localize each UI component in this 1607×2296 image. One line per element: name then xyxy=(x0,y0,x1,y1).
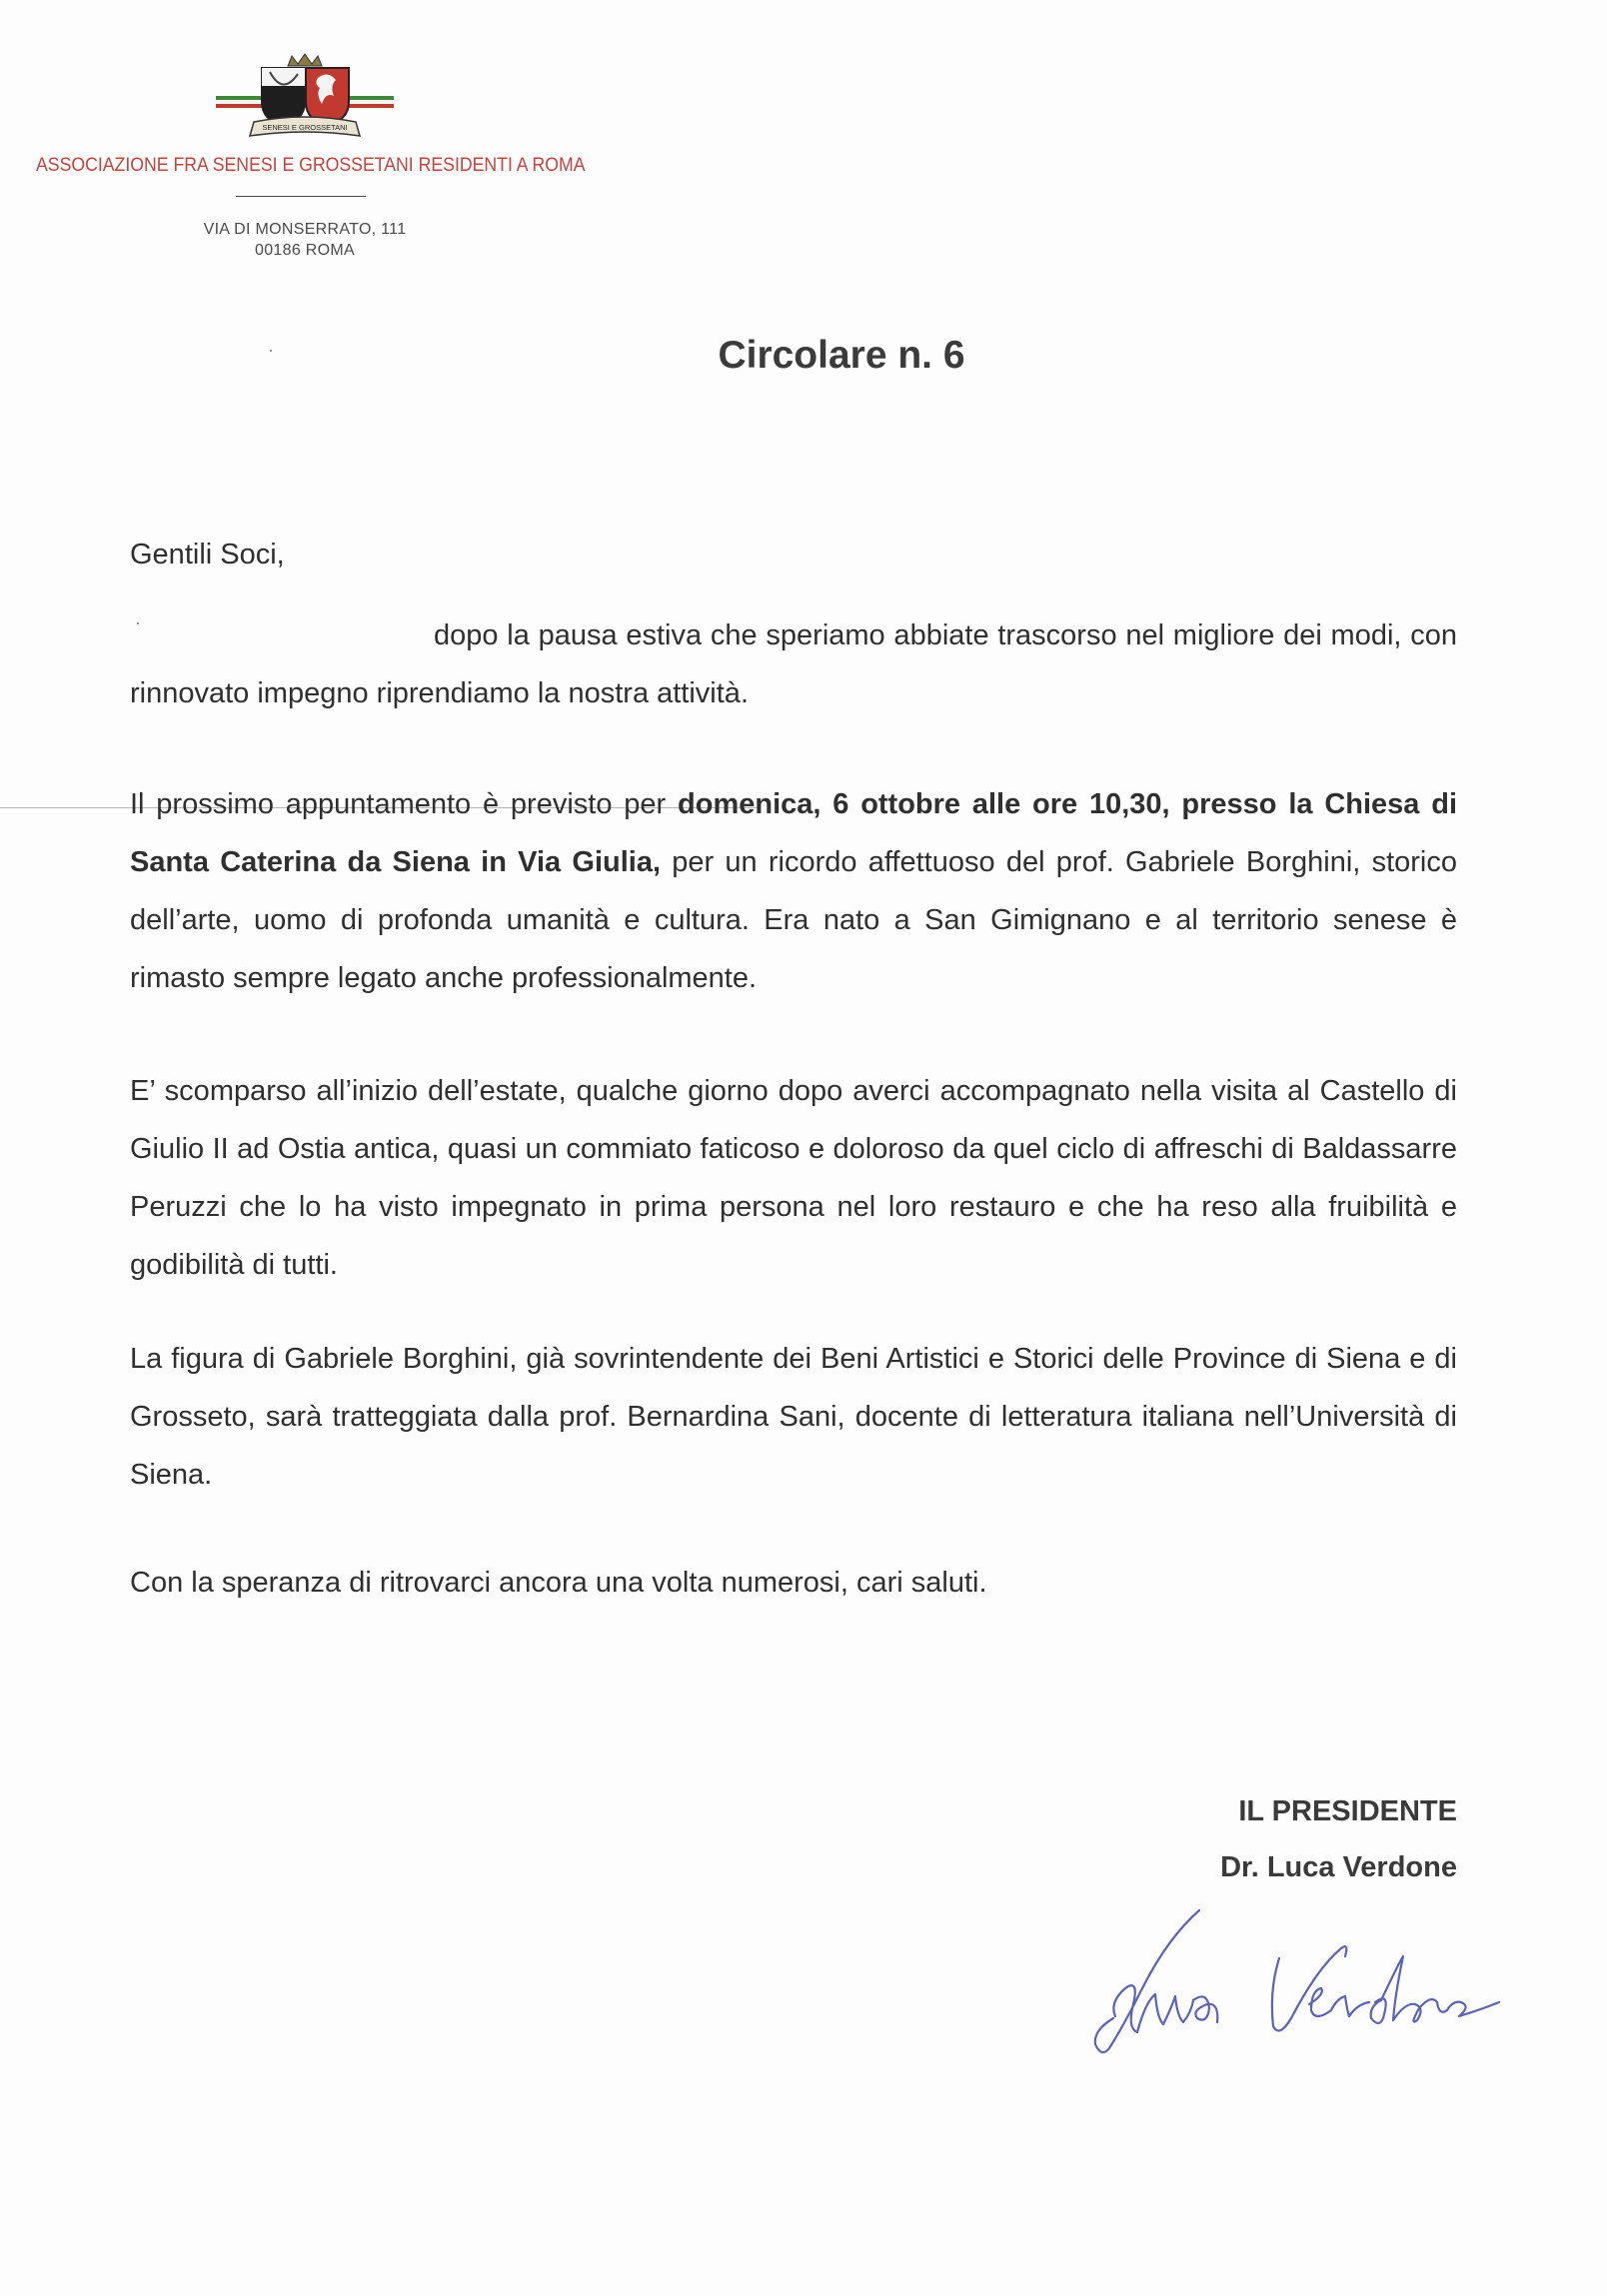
scan-speck xyxy=(270,350,272,352)
address-city: 00186 ROMA xyxy=(255,242,355,259)
paragraph-event xyxy=(130,775,1457,1007)
event-text-rest: per un ricordo affettuoso del prof. Gabriele Borghini, storico dell’arte, uomo di profonda umanità e cultura. Era nato a San Gimignano e al territorio senese è rimasto sempre legato anche professionalmente. xyxy=(130,846,1457,994)
page-title: Circolare n. 6 xyxy=(718,334,965,377)
event-date-location: domenica, 6 ottobre alle ore 10,30, presso la Chiesa di Santa Caterina da Siena in Via Giulia, xyxy=(130,788,1458,878)
paragraph-intro: dopo la pausa estiva che speriamo abbiate trascorso nel migliore dei modi, con rinnovato impegno riprendiamo la nostra attività. xyxy=(130,619,1457,709)
address-block xyxy=(150,219,460,261)
flag-ribbon-left xyxy=(216,96,262,108)
closing-line: Con la speranza di ritrovarci ancora una volta numerosi, cari saluti. xyxy=(130,1567,987,1599)
flag-ribbon-right xyxy=(348,96,394,108)
letterhead-divider xyxy=(236,196,366,197)
association-logo xyxy=(210,52,400,144)
paragraph-memorial: E’ scomparso all’inizio dell’estate, qualche giorno dopo averci accompagnato nella visita al Castello di Giulio II ad Ostia antica, quasi un commiato faticoso e doloroso da quel ciclo di affreschi di Baldassarre Peruzzi che lo ha visto impegnato in prima persona nel loro restauro e che ha reso alla fruibilità e godibilità di tutti. xyxy=(130,1075,1457,1281)
handwritten-signature xyxy=(1079,1898,1519,2068)
logo-banner xyxy=(250,117,360,136)
address-street: VIA DI MONSERRATO, 111 xyxy=(203,221,407,238)
logo-banner-text: SENESI E GROSSETANI xyxy=(262,123,348,132)
event-text-lead: Il prossimo appuntamento è previsto per xyxy=(130,788,679,820)
signatory-name: Dr. Luca Verdone xyxy=(1220,1851,1457,1883)
salutation: Gentili Soci, xyxy=(130,539,285,571)
crown-icon xyxy=(288,54,322,66)
signatory-role: IL PRESIDENTE xyxy=(1238,1795,1457,1827)
organization-name: ASSOCIAZIONE FRA SENESI E GROSSETANI RESIDENTI A ROMA xyxy=(36,155,586,176)
paragraph-speaker: La figura di Gabriele Borghini, già sovrintendente dei Beni Artistici e Storici delle Province di Siena e di Grosseto, sarà tratteggiata dalla prof. Bernardina Sani, docente di letteratura italiana nell’Università di Siena. xyxy=(130,1343,1457,1491)
